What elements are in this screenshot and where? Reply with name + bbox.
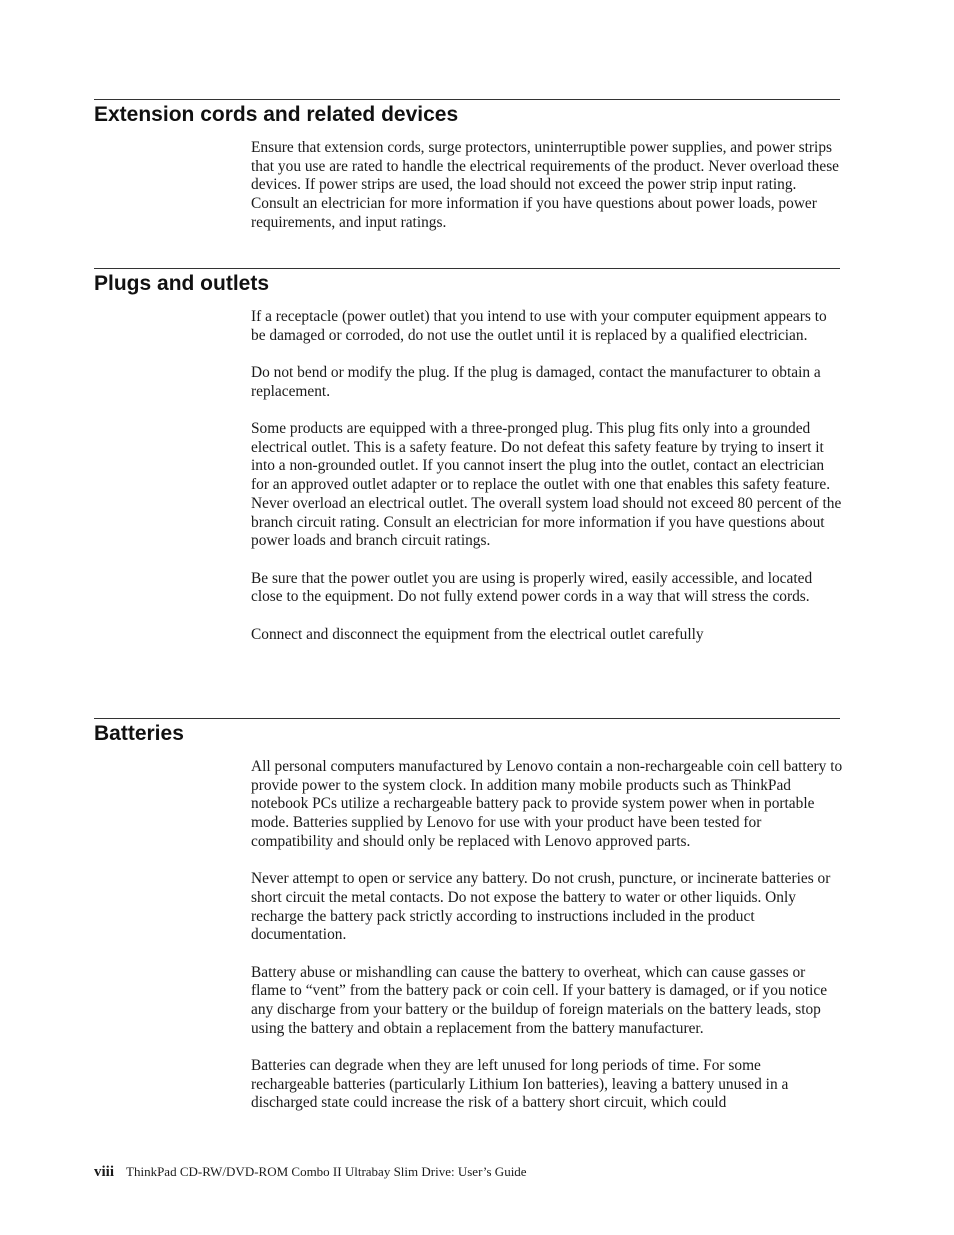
section-body	[251, 308, 843, 644]
paragraph: Connect and disconnect the equipment from the electrical outlet carefully	[251, 625, 704, 643]
section-extension-cords	[94, 99, 840, 251]
page-number: viii	[94, 1164, 115, 1180]
document-title: ThinkPad CD-RW/DVD-ROM Combo II Ultrabay Slim Drive: User’s Guide	[126, 1164, 527, 1179]
paragraph: Battery abuse or mishandling can cause the battery to overheat, which can cause gasses or flame to “vent” from the battery pack or coin cell. If your battery is damaged, or if you notice any discharge from your battery or the buildup of foreign materials on the battery leads, stop using the battery and obtain a replacement from the battery manufacturer.	[251, 963, 828, 1037]
section-batteries	[94, 718, 843, 1132]
section-plugs-outlets	[94, 268, 840, 663]
paragraph: Be sure that the power outlet you are using is properly wired, easily accessible, and located close to the equipment. Do not fully extend power cords in a way that will stress the cords.	[251, 569, 813, 606]
section-body	[251, 139, 843, 233]
paragraph: If a receptacle (power outlet) that you intend to use with your computer equipment appears to be damaged or corroded, do not use the outlet until it is replaced by a qualified electrician.	[251, 308, 827, 344]
section-body	[251, 758, 843, 1113]
paragraph: Do not bend or modify the plug. If the plug is damaged, contact the manufacturer to obtain a replacement.	[251, 364, 821, 400]
section-divider	[94, 99, 840, 100]
paragraph: Ensure that extension cords, surge protectors, uninterruptible power supplies, and power strips that you use are rated to handle the electrical requirements of the product. Never overload these devices. If power strips are used, the load should not exceed the power strip input rating. Consult an electrician for more information if you have questions about power loads, power requirements, and input ratings.	[251, 139, 840, 231]
paragraph: Never attempt to open or service any battery. Do not crush, puncture, or incinerate batteries or short circuit the metal contacts. Do not expose the battery to water or other liquids. Only recharge the battery pack strictly according to instructions included in the product documentation.	[251, 870, 831, 944]
page-footer	[94, 1163, 527, 1181]
section-heading: Plugs and outlets	[94, 272, 270, 295]
section-heading: Batteries	[94, 722, 184, 745]
paragraph: Batteries can degrade when they are left unused for long periods of time. For some rechargeable batteries (particularly Lithium Ion batteries), leaving a battery unused in a discharged state could increase the risk of a battery short circuit, which could	[251, 1056, 789, 1112]
section-divider	[94, 718, 840, 719]
section-divider	[94, 268, 840, 269]
paragraph: All personal computers manufactured by Lenovo contain a non-rechargeable coin cell battery to provide power to the system clock. In addition many mobile products such as ThinkPad notebook PCs utilize a rechargeable battery pack to provide system power when in portable mode. Batteries supplied by Lenovo for use with your product have been tested for compatibility and should only be replaced with Lenovo approved parts.	[251, 758, 843, 850]
paragraph: Some products are equipped with a three-pronged plug. This plug fits only into a grounded electrical outlet. This is a safety feature. Do not defeat this safety feature by trying to insert it into a non-grounded outlet. If you cannot insert the plug into the outlet, contact an electrician for an approved outlet adapter or to replace the outlet with one that enables this safety feature. Never overload an electrical outlet. The overall system load should not exceed 80 percent of the branch circuit rating. Consult an electrician for more information if you have questions about power loads and branch circuit ratings.	[251, 420, 842, 550]
section-heading: Extension cords and related devices	[94, 103, 459, 126]
